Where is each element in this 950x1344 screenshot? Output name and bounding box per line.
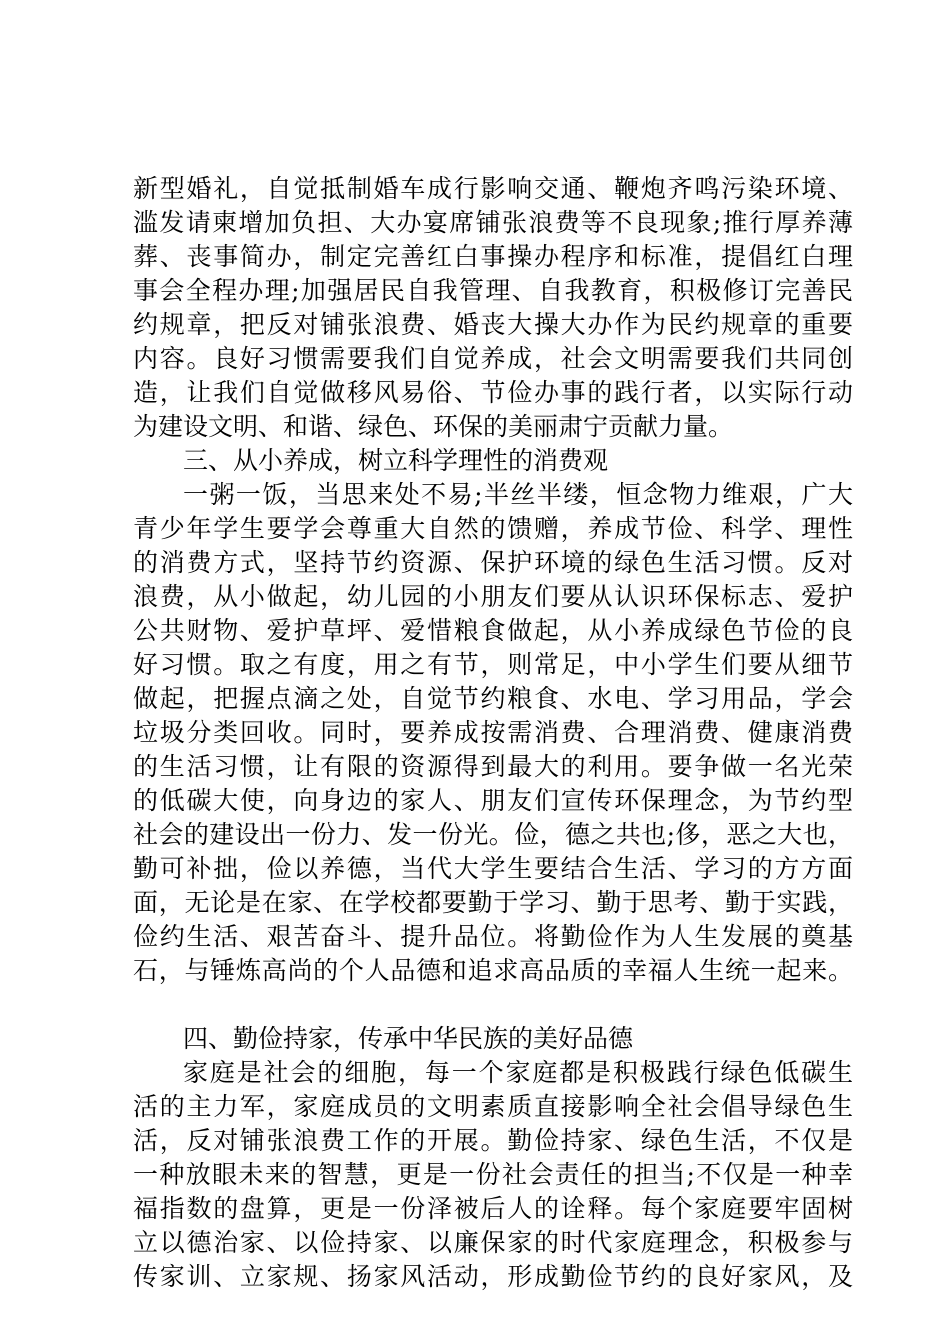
paragraph-line: 滥发请柬增加负担、大办宴席铺张浪费等不良现象;推行厚养薄 [133,208,853,237]
paragraph-line: 新型婚礼，自觉抵制婚车成行影响交通、鞭炮齐鸣污染环境、 [133,174,853,203]
paragraph-line: 福指数的盘算，更是一份泽被后人的诠释。每个家庭要牢固树 [133,1194,853,1223]
section-heading-3: 三、从小养成，树立科学理性的消费观 [183,446,609,475]
paragraph-consumption-view [133,478,853,988]
paragraph-line: 的消费方式，坚持节约资源、保护环境的绿色生活习惯。反对 [133,548,853,577]
document-body [133,172,853,1294]
paragraph-line: 社会的建设出一份力、发一份光。俭，德之共也;侈，恶之大也， [133,820,853,849]
paragraph-line: 石，与锤炼高尚的个人品德和追求高品质的幸福人生统一起来。 [133,956,853,985]
paragraph-line: 一种放眼未来的智慧，更是一份社会责任的担当;不仅是一种幸 [133,1160,853,1189]
paragraph-line: 家庭是社会的细胞，每一个家庭都是积极践行绿色低碳生 [183,1058,853,1087]
paragraph-line: 内容。良好习惯需要我们自觉养成，社会文明需要我们共同创 [133,344,853,373]
paragraph-line: 俭约生活、艰苦奋斗、提升品位。将勤俭作为人生发展的奠基 [133,922,853,951]
paragraph-line: 面，无论是在家、在学校都要勤于学习、勤于思考、勤于实践， [133,888,853,917]
paragraph-line: 勤可补拙，俭以养德，当代大学生要结合生活、学习的方方面 [133,854,853,883]
paragraph-line: 的低碳大使，向身边的家人、朋友们宣传环保理念，为节约型 [133,786,853,815]
paragraph-family-thrift [133,1056,853,1294]
paragraph-line: 传家训、立家规、扬家风活动，形成勤俭节约的良好家风，及 [133,1262,853,1291]
paragraph-line: 浪费，从小做起，幼儿园的小朋友们要从认识环保标志、爱护 [133,582,853,611]
paragraph-line: 活的主力军，家庭成员的文明素质直接影响全社会倡导绿色生 [133,1092,853,1121]
paragraph-line: 造，让我们自觉做移风易俗、节俭办事的践行者，以实际行动 [133,378,853,407]
paragraph-line: 做起，把握点滴之处，自觉节约粮食、水电、学习用品，学会 [133,684,853,713]
paragraph-line: 好习惯。取之有度，用之有节，则常足，中小学生们要从细节 [133,650,853,679]
paragraph-line: 活，反对铺张浪费工作的开展。勤俭持家、绿色生活，不仅是 [133,1126,853,1155]
paragraph-line: 垃圾分类回收。同时，要养成按需消费、合理消费、健康消费 [133,718,853,747]
paragraph-line: 为建设文明、和谐、绿色、环保的美丽肃宁贡献力量。 [133,412,734,441]
paragraph-spacer [133,988,853,1022]
paragraph-line: 一粥一饭，当思来处不易;半丝半缕，恒念物力维艰，广大 [183,480,853,509]
paragraph-line: 公共财物、爱护草坪、爱惜粮食做起，从小养成绿色节俭的良 [133,616,853,645]
paragraph-line: 青少年学生要学会尊重大自然的馈赠，养成节俭、科学、理性 [133,514,853,543]
paragraph-line: 约规章，把反对铺张浪费、婚丧大操大办作为民约规章的重要 [133,310,853,339]
paragraph-marriage-customs [133,172,853,444]
section-heading-4: 四、勤俭持家，传承中华民族的美好品德 [183,1024,634,1053]
paragraph-line: 的生活习惯，让有限的资源得到最大的利用。要争做一名光荣 [133,752,853,781]
paragraph-line: 葬、丧事简办，制定完善红白事操办程序和标准，提倡红白理 [133,242,853,271]
paragraph-line: 事会全程办理;加强居民自我管理、自我教育，积极修订完善民 [133,276,853,305]
paragraph-line: 立以德治家、以俭持家、以廉保家的时代家庭理念，积极参与 [133,1228,853,1257]
